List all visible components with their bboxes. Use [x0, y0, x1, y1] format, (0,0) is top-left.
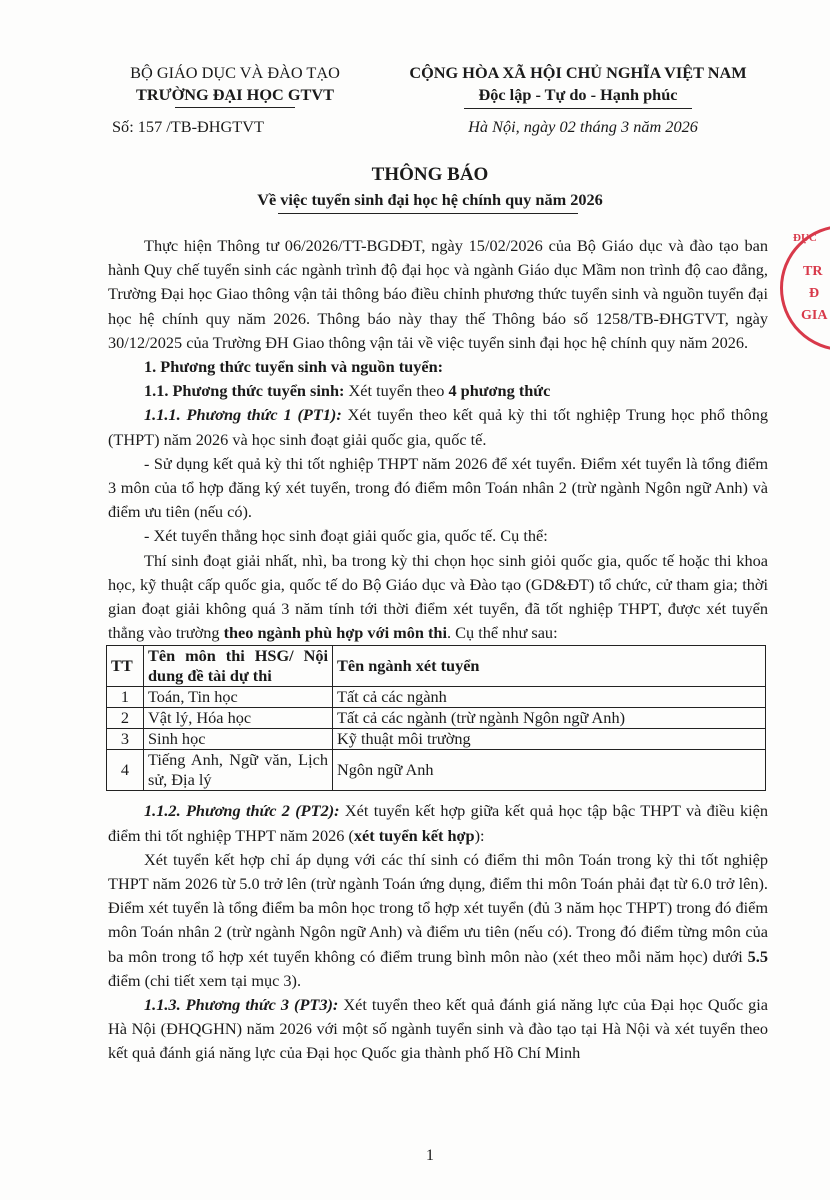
document-body — [108, 234, 768, 1066]
paragraph: Xét tuyển kết hợp chỉ áp dụng với các thí sinh có điểm thi môn Toán trong kỳ thi tốt nghiệp THPT năm 2026 từ 5.0 trở lên (trừ ngành Toán ứng dụng, điểm thi môn Toán phải đạt từ 6.0 trở lên). Điểm xét tuyển là tổng điểm ba môn học trong tổ hợp xét tuyển (đủ 3 năm học THPT) trong đó điểm môn Toán nhân 2 (trừ ngành Ngôn ngữ Anh) và điểm ưu tiên (nếu có). Trong đó điểm từng môn của ba môn trong tổ hợp xét tuyển không có điểm trung bình môn nào (xét theo mỗi năm học) dưới 5.5 điểm (chi tiết xem tại mục 3). — [108, 849, 768, 990]
paragraph: Thí sinh đoạt giải nhất, nhì, ba trong kỳ thi chọn học sinh giỏi quốc gia, quốc tế hoặc thi khoa học, kỹ thuật cấp quốc gia, quốc tế do Bộ Giáo dục và Đào tạo (GD&ĐT) tổ chức, cử tham gia; thời gian đoạt giải không quá 3 năm tính tới thời điểm xét tuyển, đã tốt nghiệp THPT, được xét tuyển thẳng vào trường theo ngành phù hợp với môn thi. Cụ thể như sau: — [108, 550, 768, 643]
ministry-name: BỘ GIÁO DỤC VÀ ĐÀO TẠO — [130, 63, 340, 82]
table-row — [107, 687, 766, 708]
table-cell: 1 — [107, 687, 144, 708]
motto: Độc lập - Tự do - Hạnh phúc — [478, 85, 678, 104]
issuer-block — [85, 62, 385, 108]
place-date: Hà Nội, ngày 02 tháng 3 năm 2026 — [468, 117, 698, 136]
table-row — [107, 729, 766, 750]
document-number: Số: 157 /TB-ĐHGTVT — [112, 117, 264, 136]
country-name: CỘNG HÒA XÃ HỘI CHỦ NGHĨA VIỆT NAM — [409, 63, 747, 82]
table-cell: Sinh học — [144, 729, 333, 750]
table-cell: Toán, Tin học — [144, 687, 333, 708]
table-cell: Ngôn ngữ Anh — [333, 750, 766, 791]
table-cell: Tất cả các ngành (trừ ngành Ngôn ngữ Anh) — [333, 708, 766, 729]
subsection-heading: 1.1.2. Phương thức 2 (PT2): — [144, 801, 340, 821]
divider — [175, 107, 295, 108]
paragraph: - Xét tuyển thẳng học sinh đoạt giải quốc gia, quốc tế. Cụ thể: — [144, 526, 548, 546]
table-cell: Kỹ thuật môi trường — [333, 729, 766, 750]
table-row — [107, 708, 766, 729]
notice-title: THÔNG BÁO — [371, 164, 489, 185]
table-header-row: TT Tên môn thi HSG/ Nội dung đề tài dự thi Tên ngành xét tuyển — [107, 646, 766, 687]
table-cell: 4 — [107, 750, 144, 791]
table-row — [107, 750, 766, 791]
paragraph: Thực hiện Thông tư 06/2026/TT-BGDĐT, ngày 15/02/2026 của Bộ Giáo dục và đào tạo ban hành Quy chế tuyển sinh các ngành trình độ đại học và ngành Giáo dục Mầm non trình độ cao đẳng, Trường Đại học Giao thông vận tải thông báo điều chỉnh phương thức tuyển sinh và nguồn tuyển đại học hệ chính quy năm 2026. Thông báo này thay thế Thông báo số 1258/TB-ĐHGTVT, ngày 30/12/2025 của Trường ĐH Giao thông vận tải về việc tuyển sinh đại học hệ chính quy năm 2026. — [108, 236, 768, 352]
official-stamp: ĐỤC TR Đ GIA — [780, 225, 830, 351]
table-cell: 3 — [107, 729, 144, 750]
paragraph: 1.1.3. Phương thức 3 (PT3): Xét tuyển theo kết quả đánh giá năng lực của Đại học Quốc gia Hà Nội (ĐHQGHN) năm 2026 với một số ngành tuyển sinh và đào tạo tại Hà Nội và xét tuyển theo kết quả đánh giá năng lực của Đại học Quốc gia thành phố Hồ Chí Minh — [108, 995, 768, 1063]
table-cell: Tất cả các ngành — [333, 687, 766, 708]
section-heading: 1. Phương thức tuyển sinh và nguồn tuyển: — [144, 357, 444, 377]
table-cell: Vật lý, Hóa học — [144, 708, 333, 729]
table-cell: Tiếng Anh, Ngữ văn, Lịch sử, Địa lý — [144, 750, 333, 791]
paragraph: 1.1. Phương thức tuyển sinh: Xét tuyển theo 4 phương thức — [144, 381, 551, 401]
subsection-heading: 1.1. Phương thức tuyển sinh: — [144, 381, 345, 401]
notice-subtitle: Về việc tuyển sinh đại học hệ chính quy năm 2026 — [257, 190, 603, 209]
divider — [278, 213, 578, 214]
paragraph: 1.1.2. Phương thức 2 (PT2): Xét tuyển kết hợp giữa kết quả học tập bậc THPT và điều kiện điểm thi tốt nghiệp THPT năm 2026 (xét tuyển kết hợp): — [108, 801, 768, 845]
paragraph: - Sử dụng kết quả kỳ thi tốt nghiệp THPT năm 2026 để xét tuyển. Điểm xét tuyển là tổng điểm 3 môn của tổ hợp đăng ký xét tuyển, trong đó điểm môn Toán nhân 2 (trừ ngành Ngôn ngữ Anh) và điểm ưu tiên (nếu có). — [108, 453, 768, 522]
university-name: TRƯỜNG ĐẠI HỌC GTVT — [136, 85, 334, 104]
subsection-heading: 1.1.3. Phương thức 3 (PT3): — [144, 995, 339, 1015]
paragraph: 1.1.1. Phương thức 1 (PT1): Xét tuyển theo kết quả kỳ thi tốt nghiệp Trung học phổ thông (THPT) năm 2026 và học sinh đoạt giải quốc gia, quốc tế. — [108, 405, 768, 449]
subject-major-table — [106, 645, 766, 791]
page-number: 1 — [425, 1145, 435, 1164]
table-cell: 2 — [107, 708, 144, 729]
subsection-heading: 1.1.1. Phương thức 1 (PT1): — [144, 405, 342, 425]
national-header — [368, 62, 788, 109]
divider — [464, 108, 692, 109]
